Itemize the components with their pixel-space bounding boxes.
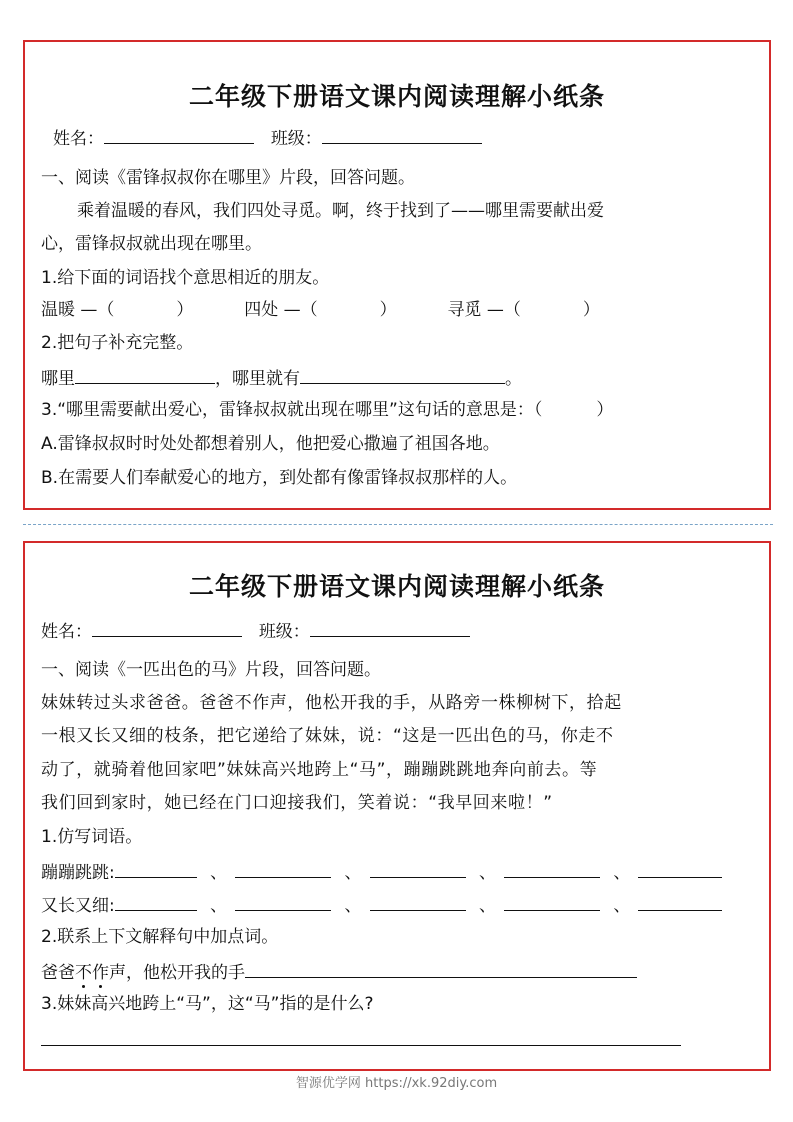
fill-blank[interactable] <box>115 893 197 911</box>
passage-line: 我们回到家时，她已经在门口迎接我们，笑着说：“我早回来啦！” <box>41 793 553 813</box>
word-item: 温暖 —（ ） <box>41 300 194 320</box>
worksheet-card-1 <box>23 40 771 510</box>
name-label: 姓名： <box>53 129 104 149</box>
fill-blank[interactable] <box>370 893 466 911</box>
passage-line: 心，雷锋叔叔就出现在哪里。 <box>41 234 262 254</box>
passage-line: 妹妹转过头求爸爸。爸爸不作声，他松开我的手，从路旁一株柳树下，拾起 <box>41 693 622 713</box>
fill-sentence: 哪里 ，哪里就有 。 <box>41 366 522 390</box>
name-blank[interactable] <box>92 619 242 637</box>
dotted-char: 作 <box>92 963 109 983</box>
imitate-row-2: 又长又细: 、 、 、 、 <box>41 893 722 917</box>
passage-line: 一根又长又细的枝条，把它递给了妹妹，说：“这是一匹出色的马，你走不 <box>41 726 614 746</box>
question-1: 1.仿写词语。 <box>41 827 143 847</box>
footer-watermark: 智源优学网 https://xk.92diy.com <box>295 1076 498 1091</box>
question-2: 2.把句子补充完整。 <box>41 333 194 353</box>
dotted-char: 不 <box>75 963 92 983</box>
name-label: 姓名： <box>41 622 92 642</box>
question-2: 2.联系上下文解释句中加点词。 <box>41 927 279 947</box>
name-class-row <box>53 126 482 150</box>
fill-blank[interactable] <box>115 860 197 878</box>
question-3: 3.妹妹高兴地跨上“马”，这“马”指的是什么? <box>41 994 374 1014</box>
name-class-row <box>41 619 470 643</box>
answer-line[interactable] <box>41 1045 681 1046</box>
fill-blank[interactable] <box>300 366 505 384</box>
question-3: 3.“哪里需要献出爱心，雷锋叔叔就出现在哪里”这句话的意思是：（ ） <box>41 400 614 420</box>
class-blank[interactable] <box>322 126 482 144</box>
word-item: 四处 —（ ） <box>244 300 397 320</box>
synonym-row <box>41 299 600 321</box>
fill-blank[interactable] <box>235 893 331 911</box>
fill-blank[interactable] <box>75 366 215 384</box>
fill-blank[interactable] <box>235 860 331 878</box>
option-b[interactable]: B.在需要人们奉献爱心的地方，到处都有像雷锋叔叔那样的人。 <box>41 468 518 488</box>
class-label: 班级： <box>258 622 310 642</box>
fill-blank[interactable] <box>370 860 466 878</box>
question-1: 1.给下面的词语找个意思相近的朋友。 <box>41 268 330 288</box>
option-a[interactable]: A.雷锋叔叔时时处处都想着别人，他把爱心撒遍了祖国各地。 <box>41 434 500 454</box>
passage-line: 动了，就骑着他回家吧”妹妹高兴地跨上“马”，蹦蹦跳跳地奔向前去。等 <box>41 760 598 780</box>
passage-line: 乘着温暖的春风，我们四处寻觅。啊，终于找到了——哪里需要献出爱 <box>77 201 604 221</box>
class-label: 班级： <box>270 129 322 149</box>
fill-blank[interactable] <box>638 893 722 911</box>
fill-blank[interactable] <box>245 960 637 978</box>
word-item: 寻觅 —（ ） <box>447 300 600 320</box>
section-heading: 一、阅读《雷锋叔叔你在哪里》片段，回答问题。 <box>41 168 415 188</box>
card1-title: 二年级下册语文课内阅读理解小纸条 <box>188 82 605 111</box>
fill-blank[interactable] <box>504 893 600 911</box>
section-heading: 一、阅读《一匹出色的马》片段，回答问题。 <box>41 660 381 680</box>
cut-line <box>23 524 773 525</box>
explain-sentence: 爸爸不作声，他松开我的手 <box>41 960 637 984</box>
imitate-row-1: 蹦蹦跳跳: 、 、 、 、 <box>41 860 722 884</box>
name-blank[interactable] <box>104 126 254 144</box>
worksheet-card-2 <box>23 541 771 1071</box>
fill-blank[interactable] <box>504 860 600 878</box>
fill-blank[interactable] <box>638 860 722 878</box>
card2-title: 二年级下册语文课内阅读理解小纸条 <box>188 572 605 601</box>
class-blank[interactable] <box>310 619 470 637</box>
